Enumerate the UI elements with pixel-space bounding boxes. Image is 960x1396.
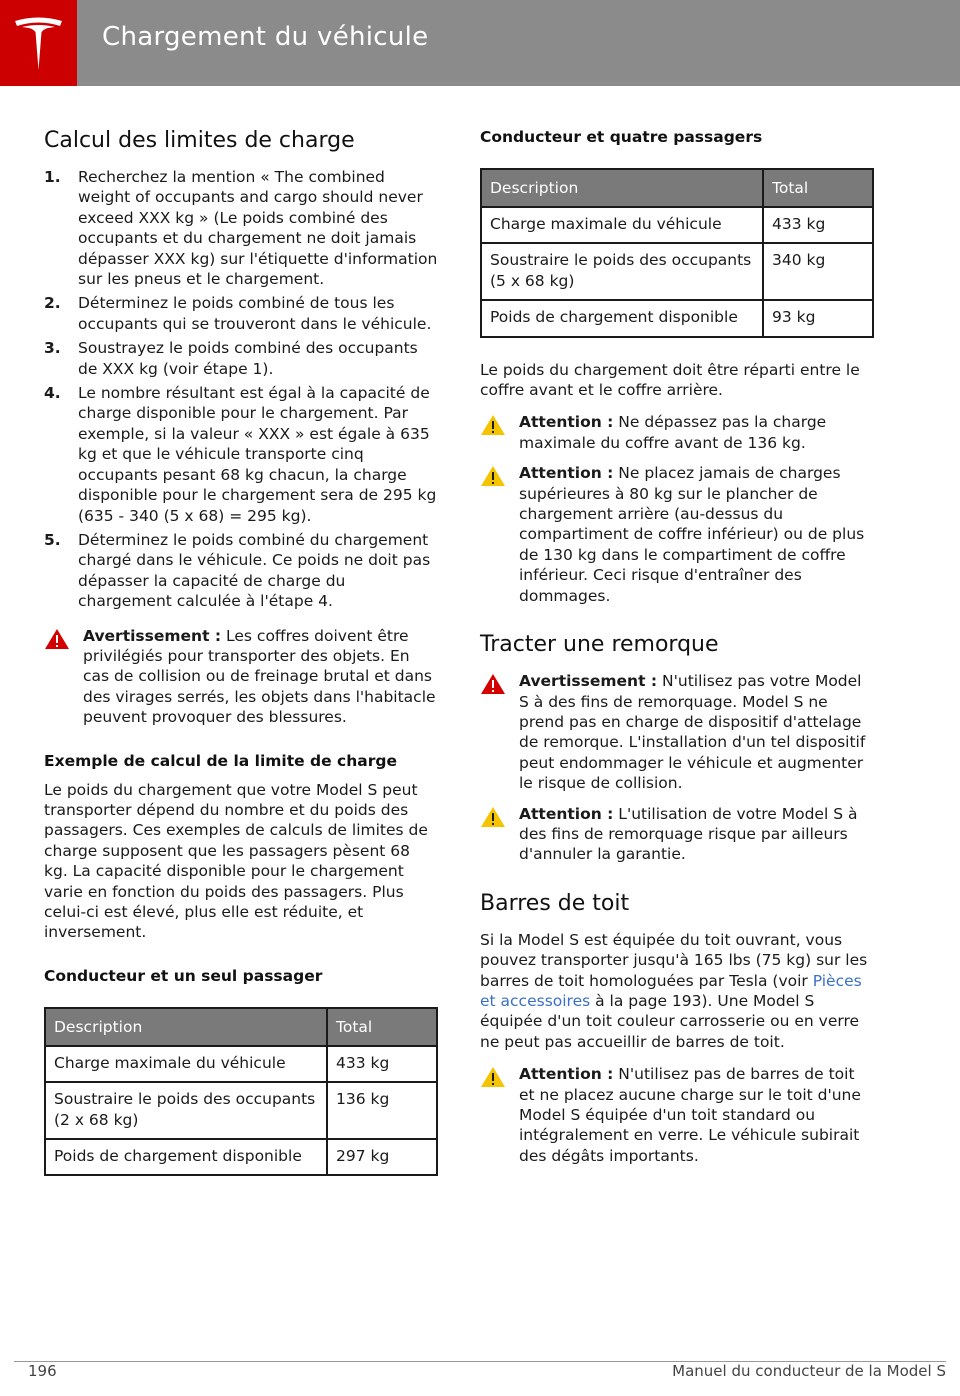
distribution-text: Le poids du chargement doit être réparti entre le coffre avant et le coffre arrière.	[480, 360, 860, 400]
load-table-one-passenger	[44, 1007, 438, 1177]
col-header-description: Description	[45, 1008, 327, 1046]
manual-title: Manuel du conducteur de la Model S	[672, 1362, 946, 1380]
list-item: 2. Déterminez le poids combiné de tous les occupants qui se trouveront dans le véhicule.	[44, 294, 432, 333]
caution-triangle-icon	[480, 806, 506, 828]
col-header-description: Description	[481, 169, 763, 207]
tesla-logo-icon	[13, 15, 64, 71]
list-item: 3. Soustrayez le poids combiné des occupants de XXX kg (voir étape 1).	[44, 339, 418, 378]
right-column	[480, 128, 874, 1166]
left-column	[44, 128, 438, 1176]
example-heading: Exemple de calcul de la limite de charge	[44, 751, 397, 770]
table-row: Charge maximale du véhicule 433 kg	[45, 1046, 437, 1082]
table-row: Soustraire le poids des occupants (5 x 68 kg) 340 kg	[481, 243, 873, 300]
caution-notice: Attention : L'utilisation de votre Model S à des fins de remorquage risque par ailleurs d'annuler la garantie.	[480, 804, 874, 865]
table-header-row	[45, 1008, 437, 1046]
table2-heading: Conducteur et quatre passagers	[480, 128, 763, 146]
table-header-row	[481, 169, 873, 207]
caution-notice: Attention : N'utilisez pas de barres de toit et ne placez aucune charge sur le toit d'une Model S équipée d'un toit standard ou intégralement en verre. Le véhicule subirait des dégâts importants.	[480, 1064, 874, 1166]
table-row: Charge maximale du véhicule 433 kg	[481, 207, 873, 243]
table1-heading: Conducteur et un seul passager	[44, 966, 323, 985]
steps-list	[44, 167, 438, 612]
section-heading-load-limits: Calcul des limites de charge	[44, 128, 355, 153]
example-text: Le poids du chargement que votre Model S peut transporter dépend du nombre et du poids des passagers. Ces exemples de calculs de limites de charge supposent que les passagers pèsent 68 kg. La capacité disponible pour le chargement varie en fonction du poids des passagers. Plus celui-ci est élevé, plus elle est réduite, et inversement.	[44, 780, 428, 942]
parts-accessories-link[interactable]: Pièces et accessoires	[480, 971, 862, 1010]
section-heading-roof-bars: Barres de toit	[480, 890, 630, 916]
list-item: 5. Déterminez le poids combiné du chargement chargé dans le véhicule. Ce poids ne doit pas dépasser la capacité de charge du chargement calculée à l'étape 4.	[44, 530, 431, 611]
caution-notice: Attention : Ne dépassez pas la charge maximale du coffre avant de 136 kg.	[480, 412, 874, 453]
list-item: 4. Le nombre résultant est égal à la capacité de charge disponible pour le chargement. Par exemple, si la valeur « XXX » est égale à 635 kg et que le véhicule transporte cinq occupants pesant 68 kg chacun, la charge disponible pour le chargement sera de 295 kg (635 - 340 (5 x 68) = 295 kg).	[44, 384, 437, 525]
caution-triangle-icon	[480, 465, 506, 487]
roof-text: Si la Model S est équipée du toit ouvrant, vous pouvez transporter jusqu'à 165 lbs (75 kg) sur les barres de toit homologuées par Tesla (voir Pièces et accessoires à la page 193). Une Model S équipée d'un toit couleur carrosserie ou en verre ne peut pas accueillir de barres de toit.	[480, 930, 868, 1051]
table-row: Poids de chargement disponible 297 kg	[45, 1139, 437, 1175]
page-title: Chargement du véhicule	[102, 22, 429, 52]
caution-notice: Attention : Ne placez jamais de charges supérieures à 80 kg sur le plancher de chargement arrière (au-dessus du compartiment de coffre inférieur) ou de plus de 130 kg dans le compartiment de coffre inférieur. Ceci risque d'entraîner des dommages.	[480, 463, 874, 606]
col-header-total: Total	[327, 1008, 437, 1046]
caution-triangle-icon	[480, 1066, 506, 1088]
section-heading-towing: Tracter une remorque	[480, 632, 719, 658]
load-table-four-passengers	[480, 168, 874, 338]
page-header	[0, 0, 960, 86]
warning-notice: Avertissement : Les coffres doivent être privilégiés pour transporter des objets. En cas de collision ou de freinage brutal et dans des virages serrés, les objets dans l'habitacle peuvent provoquer des blessures.	[44, 626, 438, 728]
warning-triangle-icon	[480, 673, 506, 695]
page-number: 196	[28, 1362, 57, 1380]
tesla-logo	[0, 0, 77, 86]
warning-notice: Avertissement : N'utilisez pas votre Model S à des fins de remorquage. Model S ne prend pas en charge de dispositif d'attelage de remorque. L'installation d'un tel dispositif peut endommager le véhicule et augmenter le risque de collision.	[480, 671, 874, 793]
warning-triangle-icon	[44, 628, 70, 650]
list-item: 1. Recherchez la mention « The combined weight of occupants and cargo should never exceed XXX kg » (Le poids combiné des occupants et du chargement ne doit jamais dépasser XXX kg) sur l'étiquette d'information sur les pneus et le chargement.	[44, 168, 438, 289]
table-row: Soustraire le poids des occupants (2 x 68 kg) 136 kg	[45, 1082, 437, 1139]
caution-triangle-icon	[480, 414, 506, 436]
table-row: Poids de chargement disponible 93 kg	[481, 300, 873, 336]
col-header-total: Total	[763, 169, 873, 207]
